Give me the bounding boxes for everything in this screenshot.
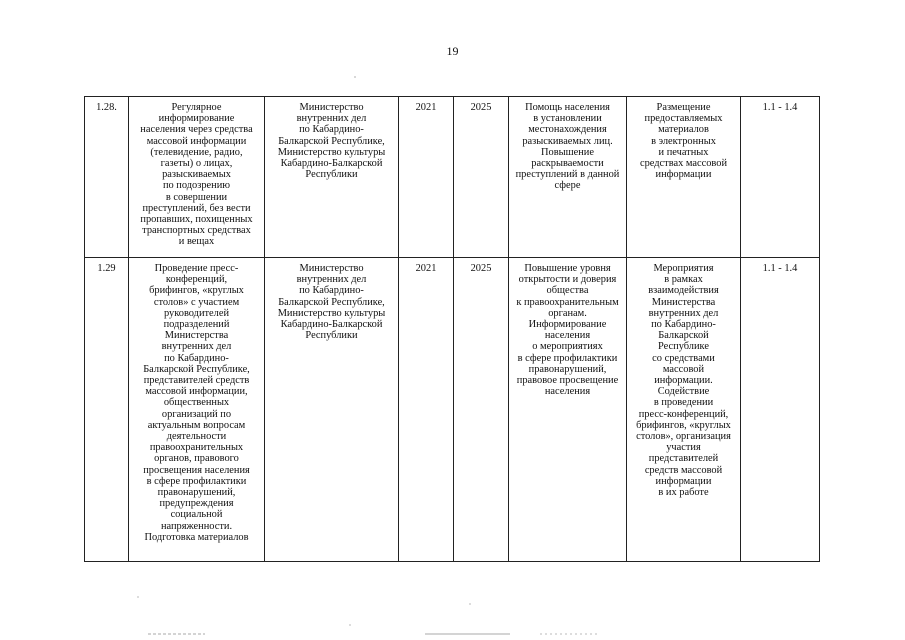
executor-cell: Министерство внутренних дел по Кабардино- Балкарской Республике, Министерство культуры Кабардино-Балкарской Республики — [265, 97, 399, 258]
end-year-cell: 2025 — [454, 258, 509, 562]
expected-result-cell: Повышение уровня открытости и доверия общества к правоохранительным органам. Информирование населения о мероприятиях в сфере профилактики правонарушений, правовое просвещение населения — [509, 258, 627, 562]
start-year-cell: 2021 — [399, 97, 454, 258]
linked-items-cell: 1.1 - 1.4 — [741, 258, 820, 562]
table-row — [85, 97, 820, 258]
expected-result-cell: Помощь населения в установлении местонахождения разыскиваемых лиц. Повышение раскрываемости преступлений в данной сфере — [509, 97, 627, 258]
row-number-cell: 1.28. — [85, 97, 129, 258]
linked-items-cell: 1.1 - 1.4 — [741, 97, 820, 258]
start-year-cell: 2021 — [399, 258, 454, 562]
indicator-cell: Мероприятия в рамках взаимодействия Министерства внутренних дел по Кабардино- Балкарской Республике со средствами массовой информации. Содействие в проведении пресс-конференций, брифингов, «круглых столов», организация участия представителей средств массовой информации в их работе — [627, 258, 741, 562]
executor-cell: Министерство внутренних дел по Кабардино- Балкарской Республике, Министерство культуры Кабардино-Балкарской Республики — [265, 258, 399, 562]
table-row — [85, 258, 820, 562]
page-number: 19 — [446, 44, 459, 58]
event-description-cell: Проведение пресс- конференций, брифингов, «круглых столов» с участием руководителей подразделений Министерства внутренних дел по Кабардино- Балкарской Республике, представителей средств массовой информации, общественных организаций по актуальным вопросам деятельности правоохранительных органов, правового просвещения населения в сфере профилактики правонарушений, предупреждения социальной напряженности. Подготовка материалов — [129, 258, 265, 562]
indicator-cell: Размещение предоставляемых материалов в электронных и печатных средствах массовой информации — [627, 97, 741, 258]
measures-table — [84, 96, 820, 562]
end-year-cell: 2025 — [454, 97, 509, 258]
event-description-cell: Регулярное информирование населения через средства массовой информации (телевидение, радио, газеты) о лицах, разыскиваемых по подозрению в совершении преступлений, без вести пропавших, похищенных транспортных средствах и вещах — [129, 97, 265, 258]
row-number-cell: 1.29 — [85, 258, 129, 562]
